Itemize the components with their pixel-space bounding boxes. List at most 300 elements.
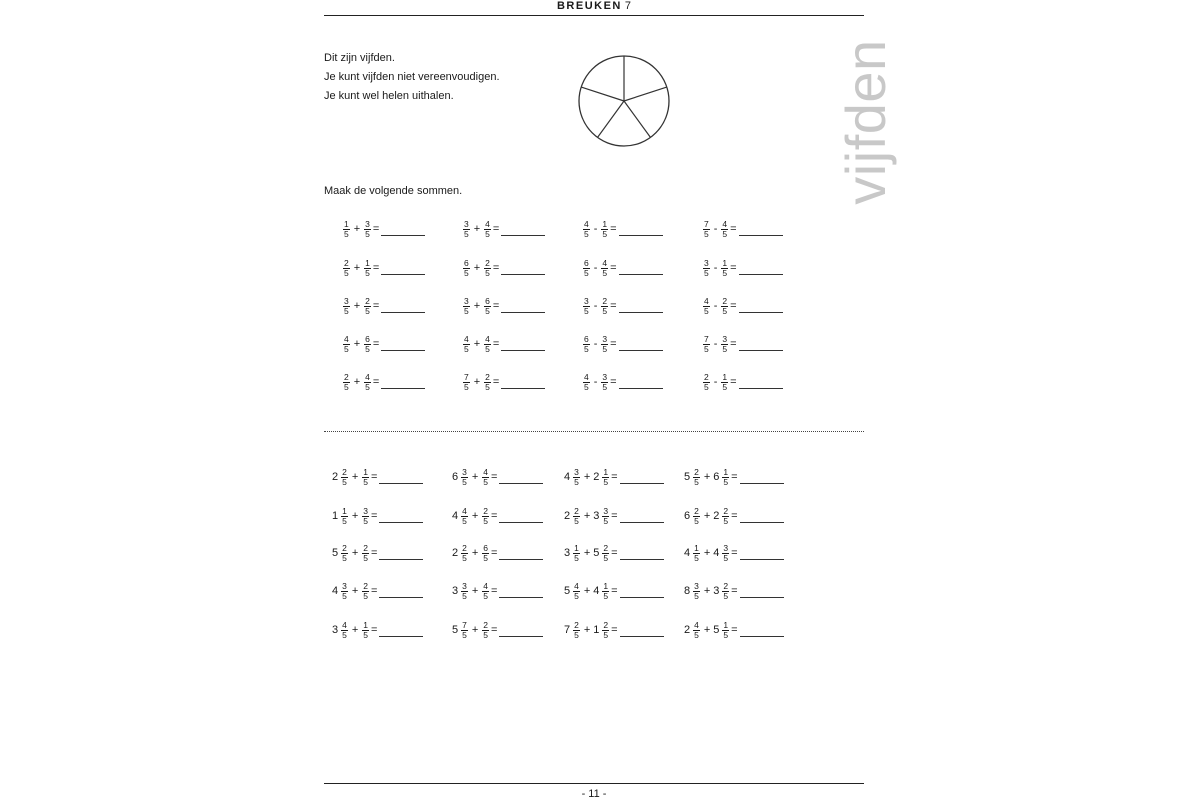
operator: + [351,624,359,636]
intro-line: Dit zijn vijfden. [324,52,395,64]
exercise [702,334,783,354]
numerator: 1 [722,372,728,382]
fraction [693,507,700,525]
fraction [703,373,710,391]
equals-sign: = [610,262,617,274]
equals-sign: = [371,585,378,597]
whole-number: 6 [713,471,720,483]
denominator: 5 [344,306,349,316]
fraction [463,297,470,315]
numerator: 3 [723,543,729,553]
denominator: 5 [363,516,369,526]
equals-sign: = [611,471,618,483]
answer-blank[interactable] [501,302,545,313]
numerator: 4 [344,334,349,344]
equals-sign: = [371,624,378,636]
numerator: 6 [584,258,589,268]
denominator: 5 [365,382,370,392]
numerator: 2 [704,372,709,382]
numerator: 1 [603,467,609,477]
fraction [343,297,350,315]
whole-number: 5 [564,585,571,597]
fraction [484,220,491,238]
answer-blank[interactable] [620,587,664,598]
numerator: 2 [342,543,347,553]
fraction [722,582,729,600]
fraction [484,297,491,315]
numerator: 4 [462,506,467,516]
denominator: 5 [574,591,579,601]
whole-number: 3 [452,585,459,597]
operator: + [351,547,359,559]
whole-number: 2 [593,471,600,483]
numerator: 4 [485,334,490,344]
answer-blank[interactable] [379,473,423,484]
whole-number: 2 [332,471,339,483]
operator: + [471,510,479,522]
whole-number: 2 [713,510,720,522]
exercise [582,296,663,316]
denominator: 5 [694,553,699,563]
operator: + [353,338,361,350]
denominator: 5 [694,516,699,526]
operator: + [351,471,359,483]
answer-blank[interactable] [381,264,425,275]
exercise [332,581,423,601]
denominator: 5 [483,630,489,640]
equals-sign: = [491,624,498,636]
denominator: 5 [574,477,579,487]
equals-sign: = [731,624,738,636]
numerator: 4 [704,296,709,306]
denominator: 5 [722,306,728,316]
answer-blank[interactable] [381,302,425,313]
fraction [583,259,590,277]
exercise [452,506,543,526]
exercise [582,219,663,239]
denominator: 5 [704,382,709,392]
equals-sign: = [730,262,737,274]
whole-number: 2 [452,547,459,559]
exercise [332,620,423,640]
dotted-separator [324,431,864,432]
denominator: 5 [365,268,370,278]
denominator: 5 [722,344,728,354]
fraction [461,582,468,600]
answer-blank[interactable] [501,264,545,275]
fraction [362,468,369,486]
denominator: 5 [483,516,489,526]
equals-sign: = [492,300,500,312]
fraction [341,507,348,525]
whole-number: 3 [564,547,571,559]
denominator: 5 [584,306,589,316]
denominator: 5 [694,630,699,640]
exercise [702,296,783,316]
denominator: 5 [464,229,469,239]
equals-sign: = [730,376,737,388]
numerator: 1 [363,620,369,630]
denominator: 5 [485,306,490,316]
exercise [462,219,545,239]
numerator: 6 [483,543,489,553]
answer-blank[interactable] [381,378,425,389]
answer-blank[interactable] [619,264,663,275]
denominator: 5 [584,229,589,239]
numerator: 2 [694,506,699,516]
exercise [452,467,543,487]
numerator: 6 [485,296,490,306]
page-header [324,0,864,12]
fraction [573,507,580,525]
numerator: 6 [584,334,589,344]
denominator: 5 [462,553,467,563]
numerator: 1 [363,467,369,477]
instruction-text: Maak de volgende sommen. [324,185,463,197]
fraction [343,335,350,353]
answer-blank[interactable] [619,225,663,236]
denominator: 5 [603,591,609,601]
equals-sign: = [492,262,500,274]
denominator: 5 [722,229,728,239]
denominator: 5 [602,382,608,392]
answer-blank[interactable] [379,587,423,598]
denominator: 5 [462,477,467,487]
numerator: 2 [462,543,467,553]
fraction [461,544,468,562]
fraction [602,507,609,525]
fraction [463,373,470,391]
whole-number: 4 [593,585,600,597]
equals-sign: = [731,510,738,522]
denominator: 5 [602,268,608,278]
exercise [702,372,783,392]
numerator: 3 [464,296,469,306]
denominator: 5 [344,229,349,239]
numerator: 1 [694,543,699,553]
fraction [463,220,470,238]
denominator: 5 [464,382,469,392]
numerator: 4 [342,620,347,630]
exercise [462,334,545,354]
answer-blank[interactable] [499,587,543,598]
equals-sign: = [730,338,737,350]
exercise [462,258,545,278]
operator: - [713,262,718,274]
answer-blank[interactable] [501,225,545,236]
fraction [693,468,700,486]
denominator: 5 [462,630,467,640]
denominator: 5 [462,591,467,601]
equals-sign: = [491,510,498,522]
answer-blank[interactable] [740,587,784,598]
fraction [461,621,468,639]
exercise [332,506,423,526]
numerator: 2 [365,296,370,306]
equals-sign: = [372,300,380,312]
denominator: 5 [723,553,729,563]
fraction [601,297,608,315]
fraction [601,373,608,391]
operator: + [583,624,591,636]
denominator: 5 [483,553,489,563]
fraction [573,621,580,639]
fraction [721,259,728,277]
numerator: 1 [722,258,728,268]
equals-sign: = [611,624,618,636]
intro-line: Je kunt vijfden niet vereenvoudigen. [324,71,500,83]
header-rule [324,15,864,16]
fraction [343,373,350,391]
exercise [332,543,423,563]
fraction [484,335,491,353]
exercise [342,372,425,392]
numerator: 7 [464,372,469,382]
fraction [364,373,371,391]
answer-blank[interactable] [381,340,425,351]
denominator: 5 [365,344,370,354]
denominator: 5 [584,382,589,392]
denominator: 5 [603,477,609,487]
fraction [461,507,468,525]
fraction [341,582,348,600]
denominator: 5 [344,382,349,392]
answer-blank[interactable] [499,549,543,560]
numerator: 4 [584,372,589,382]
numerator: 3 [344,296,349,306]
numerator: 3 [462,581,467,591]
equals-sign: = [611,585,618,597]
denominator: 5 [723,630,729,640]
numerator: 3 [574,467,579,477]
equals-sign: = [371,547,378,559]
fraction [602,544,609,562]
fraction [602,468,609,486]
numerator: 2 [483,620,489,630]
denominator: 5 [603,516,609,526]
answer-blank[interactable] [620,626,664,637]
denominator: 5 [342,477,347,487]
answer-blank[interactable] [619,378,663,389]
fifths-circle-diagram [576,53,672,149]
side-label: vijfden [834,39,897,205]
numerator: 4 [464,334,469,344]
operator: + [703,624,711,636]
intro-line: Je kunt wel helen uithalen. [324,90,454,102]
answer-blank[interactable] [739,225,783,236]
fraction [463,259,470,277]
whole-number: 3 [713,585,720,597]
answer-blank[interactable] [739,264,783,275]
denominator: 5 [694,591,699,601]
operator: + [351,585,359,597]
operator: + [703,585,711,597]
fraction [693,544,700,562]
denominator: 5 [342,553,347,563]
whole-number: 4 [332,585,339,597]
answer-blank[interactable] [619,302,663,313]
answer-blank[interactable] [620,473,664,484]
exercise [684,506,784,526]
equals-sign: = [371,471,378,483]
numerator: 4 [483,581,489,591]
operator: + [583,510,591,522]
answer-blank[interactable] [619,340,663,351]
numerator: 6 [365,334,370,344]
numerator: 2 [723,581,729,591]
equals-sign: = [372,376,380,388]
whole-number: 5 [684,471,691,483]
operator: + [583,585,591,597]
whole-number: 5 [452,624,459,636]
operator: + [473,300,481,312]
numerator: 4 [574,581,579,591]
answer-blank[interactable] [501,340,545,351]
equals-sign: = [730,223,737,235]
equals-sign: = [730,300,737,312]
equals-sign: = [372,262,380,274]
numerator: 2 [723,506,729,516]
answer-blank[interactable] [739,340,783,351]
fraction [722,544,729,562]
equals-sign: = [610,338,617,350]
operator: + [703,510,711,522]
denominator: 5 [462,516,467,526]
exercise [582,258,663,278]
answer-blank[interactable] [739,302,783,313]
operator: + [471,585,479,597]
numerator: 2 [722,296,728,306]
fraction [364,259,371,277]
fraction [703,220,710,238]
footer-rule [324,783,864,784]
numerator: 3 [603,506,609,516]
fraction [482,544,489,562]
exercise [564,581,664,601]
answer-blank[interactable] [620,549,664,560]
fraction [601,335,608,353]
denominator: 5 [464,268,469,278]
whole-number: 2 [684,624,691,636]
answer-blank[interactable] [740,626,784,637]
numerator: 2 [485,258,490,268]
numerator: 3 [462,467,467,477]
answer-blank[interactable] [739,378,783,389]
numerator: 3 [722,334,728,344]
numerator: 2 [485,372,490,382]
denominator: 5 [365,306,370,316]
denominator: 5 [602,306,608,316]
answer-blank[interactable] [379,626,423,637]
equals-sign: = [731,547,738,559]
fraction [602,621,609,639]
answer-blank[interactable] [501,378,545,389]
fraction [601,259,608,277]
slice-divider [624,101,650,137]
page-number: - 11 - [581,788,607,800]
operator: + [583,471,591,483]
operator: + [353,300,361,312]
answer-blank[interactable] [499,473,543,484]
numerator: 2 [574,506,579,516]
denominator: 5 [723,591,729,601]
fraction [482,507,489,525]
numerator: 1 [344,219,349,229]
answer-blank[interactable] [379,512,423,523]
numerator: 1 [603,581,609,591]
exercise [684,581,784,601]
denominator: 5 [602,229,608,239]
whole-number: 4 [452,510,459,522]
operator: + [353,223,361,235]
operator: + [703,547,711,559]
fraction [362,621,369,639]
denominator: 5 [363,591,369,601]
fraction [463,335,470,353]
whole-number: 8 [684,585,691,597]
exercise [564,543,664,563]
fraction [703,259,710,277]
equals-sign: = [491,547,498,559]
equals-sign: = [610,300,617,312]
numerator: 1 [723,620,729,630]
numerator: 3 [602,372,608,382]
numerator: 3 [694,581,699,591]
answer-blank[interactable] [740,549,784,560]
fraction [364,297,371,315]
answer-blank[interactable] [740,473,784,484]
equals-sign: = [611,510,618,522]
whole-number: 3 [593,510,600,522]
numerator: 4 [485,219,490,229]
denominator: 5 [584,268,589,278]
fraction [693,582,700,600]
answer-blank[interactable] [381,225,425,236]
answer-blank[interactable] [499,626,543,637]
whole-number: 5 [593,547,600,559]
numerator: 3 [584,296,589,306]
operator: - [713,223,718,235]
answer-blank[interactable] [379,549,423,560]
numerator: 1 [723,467,729,477]
denominator: 5 [365,229,370,239]
operator: + [583,547,591,559]
numerator: 4 [602,258,608,268]
fraction [703,335,710,353]
whole-number: 6 [452,471,459,483]
answer-blank[interactable] [620,512,664,523]
operator: + [473,376,481,388]
exercise [342,258,425,278]
numerator: 3 [363,506,369,516]
denominator: 5 [603,630,609,640]
denominator: 5 [344,268,349,278]
answer-blank[interactable] [740,512,784,523]
equals-sign: = [372,338,380,350]
denominator: 5 [704,306,709,316]
numerator: 3 [342,581,347,591]
fraction [583,297,590,315]
fraction [341,544,348,562]
fraction [362,582,369,600]
answer-blank[interactable] [499,512,543,523]
fraction [721,373,728,391]
numerator: 4 [694,620,699,630]
exercise [684,620,784,640]
denominator: 5 [603,553,609,563]
numerator: 7 [462,620,467,630]
whole-number: 2 [564,510,571,522]
